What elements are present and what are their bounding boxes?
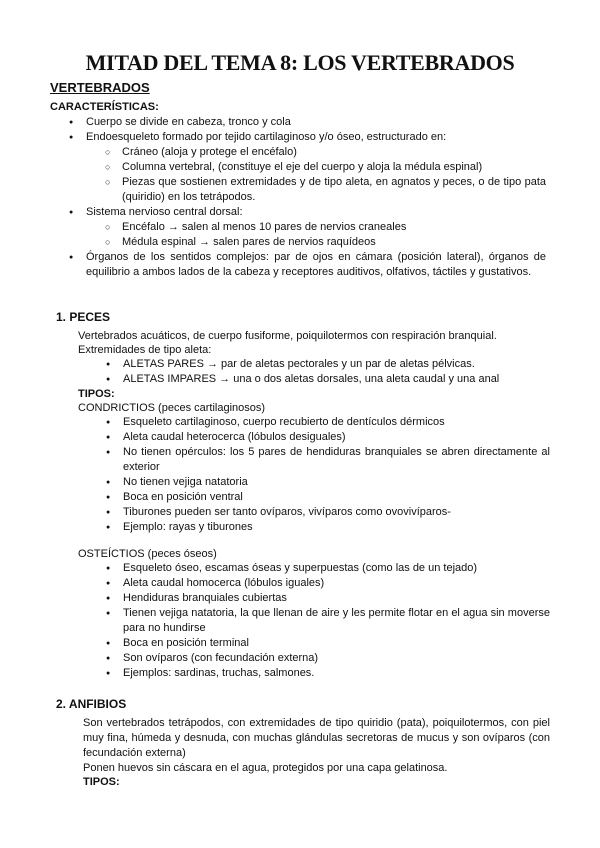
- list-item: ● Endoesqueleto formado por tejido cartilaginoso y/o óseo, estructurado en: ○ Cráneo (aloja y protege el encéfalo) ○ Columna vertebral, (constituye el eje del cuerpo y aloja la médula espinal) ○ Piezas que sostienen extremidades y de tipo aleta, en agnatos y peces, o de tipo pata (quiridio) en los tetrápodos.: [86, 130, 546, 205]
- list-item: ○ Piezas que sostienen extremidades y de tipo aleta, en agnatos y peces, o de tipo pata (quiridio) en los tetrápodos.: [122, 175, 546, 205]
- section-heading-peces: 1. PECES: [56, 310, 111, 324]
- list-item: ● Aleta caudal heterocerca (lóbulos desiguales): [123, 430, 550, 445]
- peces-intro: Vertebrados acuáticos, de cuerpo fusiforme, poiquilotermos con respiración branquial.: [78, 330, 497, 342]
- list-item: ● Tienen vejiga natatoria, la que llenan de aire y les permite flotar en el agua sin moverse para no hundirse: [123, 606, 550, 636]
- peces-tipos: TIPOS:: [78, 388, 115, 400]
- vertebrados-list: [86, 115, 546, 280]
- list-item: ● Boca en posición ventral: [123, 490, 550, 505]
- anfibios-tipos: TIPOS:: [83, 776, 120, 788]
- list-item: ● Boca en posición terminal: [123, 636, 550, 651]
- list-item: ● Son ovíparos (con fecundación externa): [123, 651, 550, 666]
- list-item: ● ALETAS IMPARES → una o dos aletas dorsales, una aleta caudal y una anal: [123, 372, 553, 387]
- page-title: MITAD DEL TEMA 8: LOS VERTEBRADOS: [85, 50, 515, 75]
- list-item: ● ALETAS PARES → par de aletas pectorales y un par de aletas pélvicas.: [123, 357, 553, 372]
- list-item: ● Tiburones pueden ser tanto ovíparos, vivíparos como ovovivíparos-: [123, 505, 550, 520]
- section-heading-anfibios: 2. ANFIBIOS: [56, 697, 127, 711]
- osteictios-list: [123, 561, 550, 681]
- condrictios-title: CONDRICTIOS (peces cartilaginosos): [78, 402, 266, 414]
- list-item: ● No tienen opérculos: los 5 pares de hendiduras branquiales se abren directamente al exterior: [123, 445, 550, 475]
- list-item: ○ Columna vertebral, (constituye el eje del cuerpo y aloja la médula espinal): [122, 160, 546, 175]
- list-item: ○ Encéfalo → salen al menos 10 pares de nervios craneales: [122, 220, 546, 235]
- osteictios-title: OSTEÍCTIOS (peces óseos): [78, 548, 217, 560]
- list-item: ● Cuerpo se divide en cabeza, tronco y cola: [86, 115, 546, 130]
- list-item: ○ Médula espinal → salen pares de nervios raquídeos: [122, 235, 546, 250]
- subheading-caracteristicas: CARACTERÍSTICAS:: [50, 101, 159, 113]
- list-item: ● Esqueleto cartilaginoso, cuerpo recubierto de dentículos dérmicos: [123, 415, 550, 430]
- list-item: ● Ejemplo: rayas y tiburones: [123, 520, 550, 535]
- peces-extremidades: Extremidades de tipo aleta:: [78, 344, 212, 356]
- list-item: ○ Cráneo (aloja y protege el encéfalo): [122, 145, 546, 160]
- list-item: ● Sistema nervioso central dorsal: ○ Encéfalo → salen al menos 10 pares de nervios craneales ○ Médula espinal → salen pares de nervios raquídeos: [86, 205, 546, 250]
- list-item: ● Hendiduras branquiales cubiertas: [123, 591, 550, 606]
- section-heading-vertebrados: VERTEBRADOS: [50, 80, 150, 95]
- list-item: ● Aleta caudal homocerca (lóbulos iguales): [123, 576, 550, 591]
- condrictios-list: [123, 415, 550, 535]
- anfibios-huevos: Ponen huevos sin cáscara en el agua, protegidos por una capa gelatinosa.: [83, 762, 448, 774]
- list-item: ● Ejemplos: sardinas, truchas, salmones.: [123, 666, 550, 681]
- list-item: ● Esqueleto óseo, escamas óseas y superpuestas (como las de un tejado): [123, 561, 550, 576]
- anfibios-description: Son vertebrados tetrápodos, con extremidades de tipo quiridio (pata), poiquilotermos, con piel muy fina, húmeda y desnuda, con muchas glándulas secretoras de mucus y son ovíparos (con fecundación externa): [83, 717, 550, 759]
- list-item: ● No tienen vejiga natatoria: [123, 475, 550, 490]
- aletas-list: [123, 357, 553, 387]
- list-item: ● Órganos de los sentidos complejos: par de ojos en cámara (posición lateral), órganos de equilibrio a ambos lados de la cabeza y receptores auditivos, olfativos, táctiles y gustativos.: [86, 250, 546, 280]
